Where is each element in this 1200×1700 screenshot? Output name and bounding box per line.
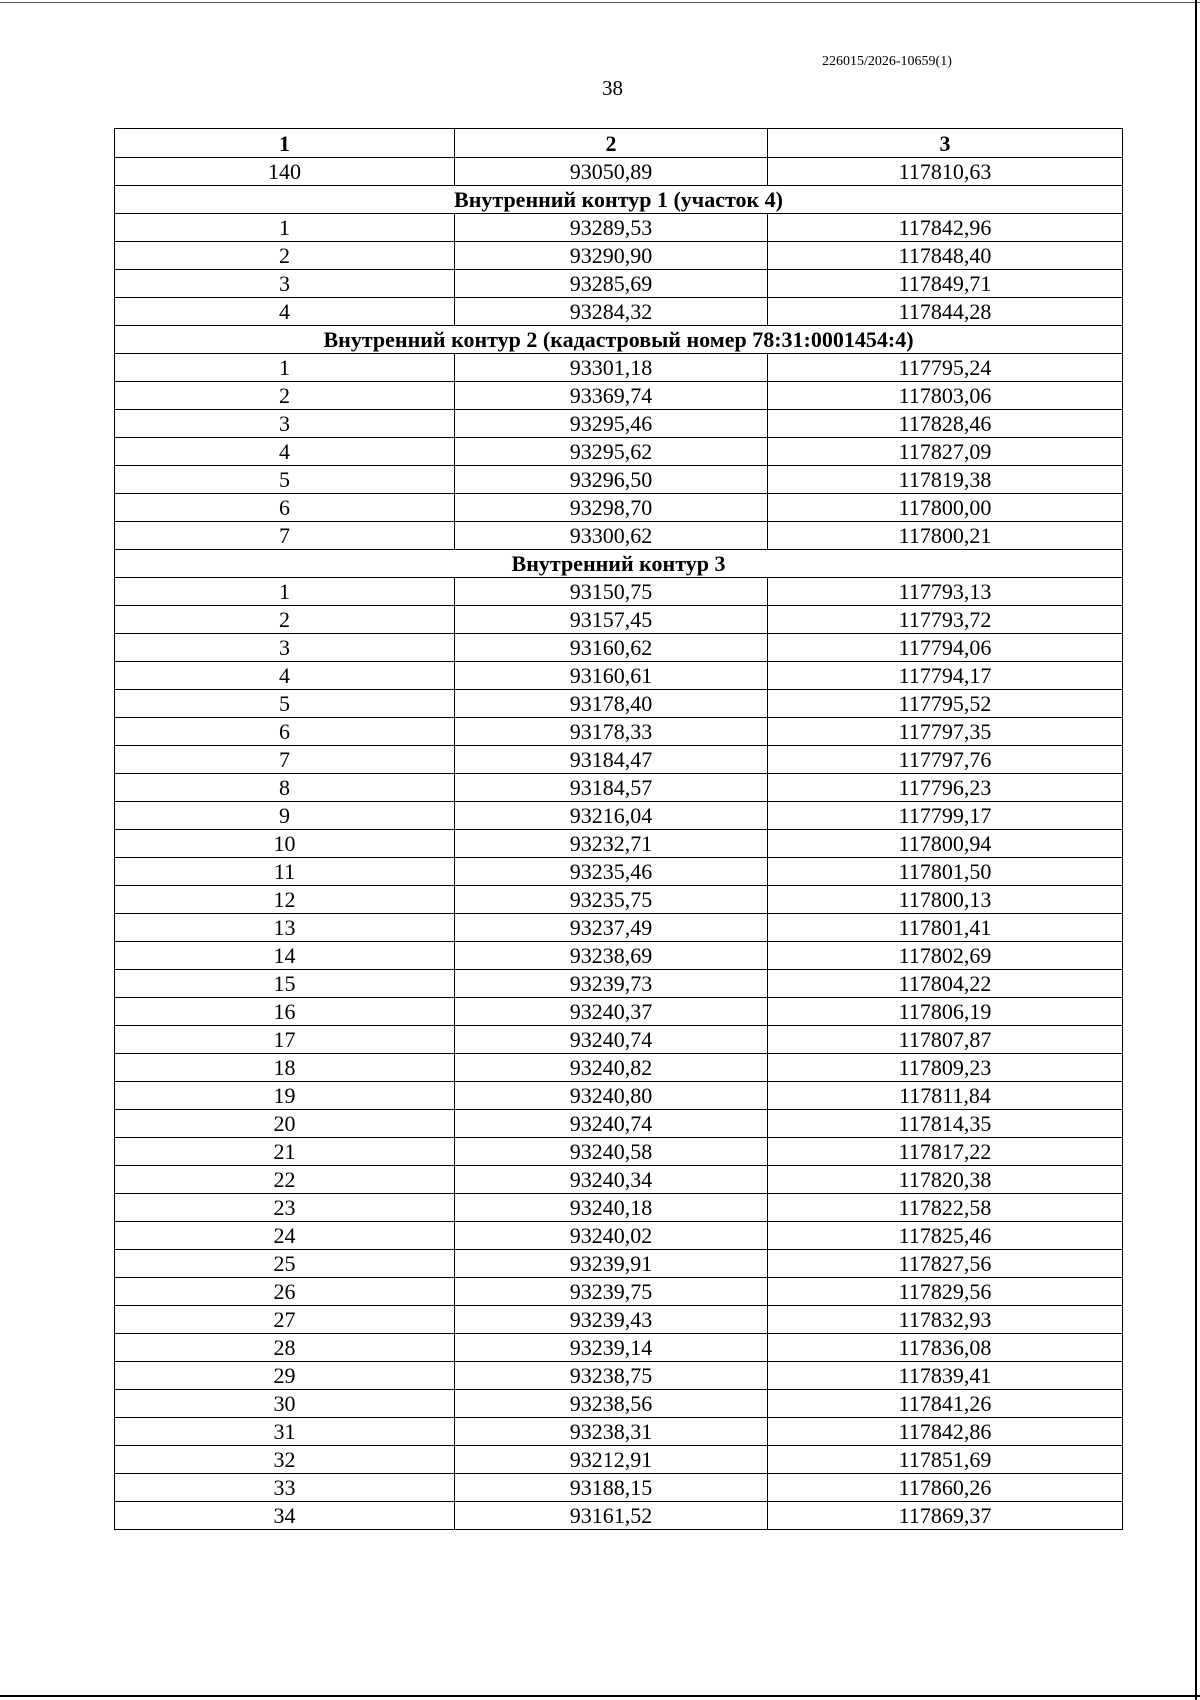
coordinate-y: 117801,41 <box>768 914 1123 942</box>
table-row <box>115 1082 1123 1110</box>
coordinate-y: 117803,06 <box>768 382 1123 410</box>
section-title: Внутренний контур 2 (кадастровый номер 78:31:0001454:4) <box>115 326 1123 354</box>
coordinate-x: 93178,40 <box>455 690 768 718</box>
coordinate-x: 93240,82 <box>455 1054 768 1082</box>
table-row <box>115 634 1123 662</box>
page-number: 38 <box>602 76 623 100</box>
table-row <box>115 1306 1123 1334</box>
table-row <box>115 942 1123 970</box>
point-number: 23 <box>115 1194 455 1222</box>
point-number: 12 <box>115 886 455 914</box>
table-row <box>115 242 1123 270</box>
point-number: 1 <box>115 578 455 606</box>
coordinate-y: 117819,38 <box>768 466 1123 494</box>
coordinate-x: 93161,52 <box>455 1502 768 1530</box>
table-row <box>115 494 1123 522</box>
coordinate-x: 93150,75 <box>455 578 768 606</box>
coordinate-y: 117804,22 <box>768 970 1123 998</box>
point-number: 16 <box>115 998 455 1026</box>
point-number: 1 <box>115 214 455 242</box>
point-number: 22 <box>115 1166 455 1194</box>
table-row <box>115 438 1123 466</box>
coordinate-y: 117849,71 <box>768 270 1123 298</box>
scan-bottom-edge <box>0 1695 1200 1697</box>
point-number: 5 <box>115 466 455 494</box>
coordinates-table <box>114 128 1123 1530</box>
coordinate-x: 93295,46 <box>455 410 768 438</box>
coordinate-x: 93240,18 <box>455 1194 768 1222</box>
coordinate-x: 93237,49 <box>455 914 768 942</box>
coordinate-x: 93157,45 <box>455 606 768 634</box>
table-row <box>115 886 1123 914</box>
point-number: 32 <box>115 1446 455 1474</box>
coordinates-table-body <box>115 129 1123 1530</box>
coordinate-y: 117827,56 <box>768 1250 1123 1278</box>
point-number: 14 <box>115 942 455 970</box>
section-header-row <box>115 326 1123 354</box>
coordinate-x: 93240,34 <box>455 1166 768 1194</box>
coordinate-y: 117794,17 <box>768 662 1123 690</box>
point-number: 20 <box>115 1110 455 1138</box>
coordinate-y: 117814,35 <box>768 1110 1123 1138</box>
coordinate-x: 93239,73 <box>455 970 768 998</box>
coordinate-x: 93240,58 <box>455 1138 768 1166</box>
coordinate-x: 93235,46 <box>455 858 768 886</box>
point-number: 21 <box>115 1138 455 1166</box>
coordinate-y: 117800,00 <box>768 494 1123 522</box>
point-number: 4 <box>115 662 455 690</box>
coordinate-y: 117800,94 <box>768 830 1123 858</box>
coordinate-x: 93160,62 <box>455 634 768 662</box>
coordinate-y: 117827,09 <box>768 438 1123 466</box>
coordinate-y: 117828,46 <box>768 410 1123 438</box>
point-number: 8 <box>115 774 455 802</box>
coordinate-x: 93239,43 <box>455 1306 768 1334</box>
point-number: 13 <box>115 914 455 942</box>
coordinate-y: 117811,84 <box>768 1082 1123 1110</box>
point-number: 15 <box>115 970 455 998</box>
table-row <box>115 214 1123 242</box>
table-row <box>115 1250 1123 1278</box>
coordinate-x: 93240,74 <box>455 1026 768 1054</box>
coordinate-y: 117829,56 <box>768 1278 1123 1306</box>
coordinate-x: 93289,53 <box>455 214 768 242</box>
point-number: 6 <box>115 494 455 522</box>
point-number: 17 <box>115 1026 455 1054</box>
coordinate-y: 117836,08 <box>768 1334 1123 1362</box>
coordinate-y: 117869,37 <box>768 1502 1123 1530</box>
table-row <box>115 690 1123 718</box>
coordinate-y: 117851,69 <box>768 1446 1123 1474</box>
coordinate-y: 117844,28 <box>768 298 1123 326</box>
table-header-row <box>115 129 1123 158</box>
scan-right-edge <box>1195 0 1197 1700</box>
table-row <box>115 998 1123 1026</box>
point-number: 9 <box>115 802 455 830</box>
point-number: 31 <box>115 1418 455 1446</box>
coordinate-x: 93239,91 <box>455 1250 768 1278</box>
table-row <box>115 410 1123 438</box>
section-title: Внутренний контур 1 (участок 4) <box>115 186 1123 214</box>
table-row <box>115 830 1123 858</box>
table-row <box>115 858 1123 886</box>
table-row <box>115 1446 1123 1474</box>
coordinate-x: 93300,62 <box>455 522 768 550</box>
table-row <box>115 1334 1123 1362</box>
point-number: 2 <box>115 242 455 270</box>
table-row <box>115 802 1123 830</box>
point-number: 24 <box>115 1222 455 1250</box>
table-row <box>115 662 1123 690</box>
table-row <box>115 746 1123 774</box>
coordinate-y: 117832,93 <box>768 1306 1123 1334</box>
coordinate-x: 93284,32 <box>455 298 768 326</box>
point-number: 10 <box>115 830 455 858</box>
coordinate-y: 117801,50 <box>768 858 1123 886</box>
coordinate-x: 93216,04 <box>455 802 768 830</box>
point-number: 30 <box>115 1390 455 1418</box>
coordinate-x: 93235,75 <box>455 886 768 914</box>
column-header-1: 1 <box>115 129 455 158</box>
table-row <box>115 774 1123 802</box>
table-row <box>115 1194 1123 1222</box>
coordinate-y: 117810,63 <box>768 158 1123 186</box>
table-row <box>115 1166 1123 1194</box>
coordinate-x: 93298,70 <box>455 494 768 522</box>
coordinate-y: 117799,17 <box>768 802 1123 830</box>
point-number: 5 <box>115 690 455 718</box>
coordinate-y: 117797,35 <box>768 718 1123 746</box>
coordinate-y: 117796,23 <box>768 774 1123 802</box>
coordinate-y: 117848,40 <box>768 242 1123 270</box>
point-number: 1 <box>115 354 455 382</box>
table-row <box>115 718 1123 746</box>
coordinate-x: 93178,33 <box>455 718 768 746</box>
table-row <box>115 1222 1123 1250</box>
coordinate-x: 93240,74 <box>455 1110 768 1138</box>
coordinate-y: 117795,52 <box>768 690 1123 718</box>
point-number: 2 <box>115 382 455 410</box>
coordinate-y: 117842,96 <box>768 214 1123 242</box>
column-header-3: 3 <box>768 129 1123 158</box>
coordinate-x: 93369,74 <box>455 382 768 410</box>
coordinate-x: 93232,71 <box>455 830 768 858</box>
point-number: 6 <box>115 718 455 746</box>
table-row <box>115 270 1123 298</box>
point-number: 25 <box>115 1250 455 1278</box>
table-row <box>115 298 1123 326</box>
coordinate-y: 117797,76 <box>768 746 1123 774</box>
coordinate-y: 117839,41 <box>768 1362 1123 1390</box>
coordinate-x: 93160,61 <box>455 662 768 690</box>
coordinate-x: 93239,75 <box>455 1278 768 1306</box>
table-row <box>115 1390 1123 1418</box>
coordinate-x: 93240,37 <box>455 998 768 1026</box>
point-number: 3 <box>115 634 455 662</box>
point-number: 19 <box>115 1082 455 1110</box>
table-row <box>115 522 1123 550</box>
coordinate-y: 117842,86 <box>768 1418 1123 1446</box>
coordinate-x: 93296,50 <box>455 466 768 494</box>
table-row <box>115 1418 1123 1446</box>
table-row <box>115 1026 1123 1054</box>
table-row <box>115 1278 1123 1306</box>
coordinate-x: 93301,18 <box>455 354 768 382</box>
table-row <box>115 578 1123 606</box>
coordinate-x: 93295,62 <box>455 438 768 466</box>
coordinate-y: 117822,58 <box>768 1194 1123 1222</box>
point-number: 11 <box>115 858 455 886</box>
table-row <box>115 1362 1123 1390</box>
document-id: 226015/2026-10659(1) <box>822 54 952 69</box>
coordinate-y: 117793,13 <box>768 578 1123 606</box>
table-row <box>115 970 1123 998</box>
point-number: 7 <box>115 746 455 774</box>
point-number: 27 <box>115 1306 455 1334</box>
point-number: 28 <box>115 1334 455 1362</box>
table-row <box>115 354 1123 382</box>
coordinate-x: 93238,75 <box>455 1362 768 1390</box>
table-row <box>115 382 1123 410</box>
table-row <box>115 1138 1123 1166</box>
coordinate-x: 93285,69 <box>455 270 768 298</box>
coordinate-y: 117802,69 <box>768 942 1123 970</box>
point-number: 26 <box>115 1278 455 1306</box>
coordinate-x: 93184,57 <box>455 774 768 802</box>
coordinate-x: 93184,47 <box>455 746 768 774</box>
coordinate-y: 117809,23 <box>768 1054 1123 1082</box>
point-number: 3 <box>115 270 455 298</box>
table-row <box>115 1502 1123 1530</box>
section-title: Внутренний контур 3 <box>115 550 1123 578</box>
point-number: 3 <box>115 410 455 438</box>
coordinate-y: 117807,87 <box>768 1026 1123 1054</box>
coordinate-y: 117795,24 <box>768 354 1123 382</box>
table-row <box>115 158 1123 186</box>
coordinate-y: 117800,13 <box>768 886 1123 914</box>
point-number: 18 <box>115 1054 455 1082</box>
scan-top-edge <box>0 2 1200 3</box>
point-number: 29 <box>115 1362 455 1390</box>
coordinate-x: 93212,91 <box>455 1446 768 1474</box>
coordinate-x: 93239,14 <box>455 1334 768 1362</box>
table-row <box>115 606 1123 634</box>
coordinate-x: 93240,02 <box>455 1222 768 1250</box>
column-header-2: 2 <box>455 129 768 158</box>
point-number: 7 <box>115 522 455 550</box>
point-number: 2 <box>115 606 455 634</box>
section-header-row <box>115 186 1123 214</box>
coordinate-y: 117825,46 <box>768 1222 1123 1250</box>
coordinate-x: 93238,56 <box>455 1390 768 1418</box>
coordinate-x: 93240,80 <box>455 1082 768 1110</box>
point-number: 33 <box>115 1474 455 1502</box>
coordinate-y: 117794,06 <box>768 634 1123 662</box>
coordinate-x: 93238,31 <box>455 1418 768 1446</box>
table-row <box>115 1110 1123 1138</box>
point-number: 34 <box>115 1502 455 1530</box>
coordinate-y: 117860,26 <box>768 1474 1123 1502</box>
coordinate-y: 117841,26 <box>768 1390 1123 1418</box>
point-number: 4 <box>115 298 455 326</box>
coordinate-x: 93238,69 <box>455 942 768 970</box>
point-number: 140 <box>115 158 455 186</box>
table-row <box>115 1054 1123 1082</box>
table-row <box>115 1474 1123 1502</box>
coordinate-y: 117817,22 <box>768 1138 1123 1166</box>
table-row <box>115 466 1123 494</box>
coordinate-y: 117806,19 <box>768 998 1123 1026</box>
coordinate-x: 93188,15 <box>455 1474 768 1502</box>
coordinate-y: 117793,72 <box>768 606 1123 634</box>
table-row <box>115 914 1123 942</box>
section-header-row <box>115 550 1123 578</box>
coordinate-y: 117800,21 <box>768 522 1123 550</box>
coordinate-y: 117820,38 <box>768 1166 1123 1194</box>
point-number: 4 <box>115 438 455 466</box>
coordinate-x: 93050,89 <box>455 158 768 186</box>
coordinate-x: 93290,90 <box>455 242 768 270</box>
